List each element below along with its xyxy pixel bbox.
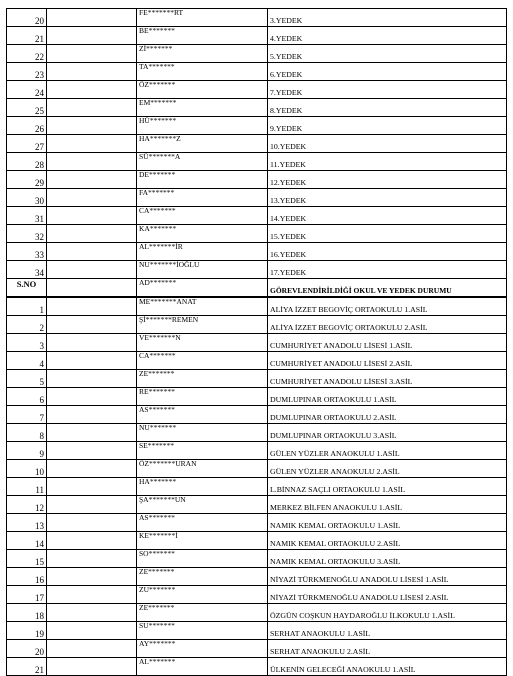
row-assignment: NAMIK KEMAL ORTAOKULU 1.ASİL bbox=[268, 514, 507, 532]
row-assignment: SERHAT ANAOKULU 1.ASİL bbox=[268, 622, 507, 640]
row-number: 24 bbox=[7, 81, 47, 99]
row-assignment: DUMLUPINAR ORTAOKULU 1.ASİL bbox=[268, 388, 507, 406]
row-blank-cell bbox=[47, 406, 137, 424]
row-assignment: 9.YEDEK bbox=[268, 117, 507, 135]
table-row bbox=[7, 99, 507, 117]
table-row bbox=[7, 640, 507, 658]
row-name: HA******* bbox=[137, 478, 268, 496]
row-number: 15 bbox=[7, 550, 47, 568]
table-row bbox=[7, 568, 507, 586]
row-blank-cell bbox=[47, 297, 137, 316]
table-header-section bbox=[7, 279, 507, 298]
row-blank-cell bbox=[47, 207, 137, 225]
row-number: 21 bbox=[7, 27, 47, 45]
row-name: HÜ******* bbox=[137, 117, 268, 135]
document-page bbox=[6, 8, 506, 675]
row-blank-cell bbox=[47, 81, 137, 99]
table-row bbox=[7, 45, 507, 63]
table-row bbox=[7, 514, 507, 532]
assignment-list-body bbox=[7, 297, 507, 676]
row-assignment: 13.YEDEK bbox=[268, 189, 507, 207]
row-blank-cell bbox=[47, 225, 137, 243]
row-name: ZE******* bbox=[137, 370, 268, 388]
table-row bbox=[7, 442, 507, 460]
row-number: 28 bbox=[7, 153, 47, 171]
table-row bbox=[7, 496, 507, 514]
row-name: AS******* bbox=[137, 514, 268, 532]
row-number: 7 bbox=[7, 406, 47, 424]
row-number: 26 bbox=[7, 117, 47, 135]
table-row bbox=[7, 460, 507, 478]
table-row bbox=[7, 370, 507, 388]
row-assignment: GÜLEN YÜZLER ANAOKULU 1.ASİL bbox=[268, 442, 507, 460]
row-number: 32 bbox=[7, 225, 47, 243]
table-row bbox=[7, 424, 507, 442]
row-assignment: 8.YEDEK bbox=[268, 99, 507, 117]
table-row bbox=[7, 532, 507, 550]
assignment-table bbox=[6, 8, 507, 676]
row-blank-cell bbox=[47, 261, 137, 279]
table-row bbox=[7, 189, 507, 207]
row-blank-cell bbox=[47, 171, 137, 189]
row-assignment: 7.YEDEK bbox=[268, 81, 507, 99]
row-blank-cell bbox=[47, 135, 137, 153]
row-name: RE******* bbox=[137, 388, 268, 406]
row-name: ŞA*******UN bbox=[137, 496, 268, 514]
row-assignment: 3.YEDEK bbox=[268, 9, 507, 27]
row-assignment: 11.YEDEK bbox=[268, 153, 507, 171]
row-blank-cell bbox=[47, 352, 137, 370]
row-number: 20 bbox=[7, 640, 47, 658]
row-blank-cell bbox=[47, 334, 137, 352]
row-number: 19 bbox=[7, 622, 47, 640]
row-number: 18 bbox=[7, 604, 47, 622]
table-row bbox=[7, 388, 507, 406]
row-blank-cell bbox=[47, 9, 137, 27]
row-name: HA*******Z bbox=[137, 135, 268, 153]
row-blank-cell bbox=[47, 532, 137, 550]
table-row bbox=[7, 604, 507, 622]
row-name: NU*******İOĞLU bbox=[137, 261, 268, 279]
row-blank-cell bbox=[47, 442, 137, 460]
table-header-row bbox=[7, 279, 507, 298]
row-number: 8 bbox=[7, 424, 47, 442]
table-row bbox=[7, 9, 507, 27]
row-number: 30 bbox=[7, 189, 47, 207]
row-name: KE*******İ bbox=[137, 532, 268, 550]
row-name: BE******* bbox=[137, 27, 268, 45]
row-number: 17 bbox=[7, 586, 47, 604]
row-assignment: DUMLUPINAR ORTAOKULU 3.ASİL bbox=[268, 424, 507, 442]
table-row bbox=[7, 261, 507, 279]
row-name: SÜ*******A bbox=[137, 153, 268, 171]
row-assignment: 16.YEDEK bbox=[268, 243, 507, 261]
row-assignment: 10.YEDEK bbox=[268, 135, 507, 153]
row-name: VE*******N bbox=[137, 334, 268, 352]
row-number: 2 bbox=[7, 316, 47, 334]
row-number: 34 bbox=[7, 261, 47, 279]
row-assignment: 17.YEDEK bbox=[268, 261, 507, 279]
table-row bbox=[7, 622, 507, 640]
row-name: ME*******ANAT bbox=[137, 297, 268, 316]
row-number: 10 bbox=[7, 460, 47, 478]
row-assignment: NAMIK KEMAL ORTAOKULU 2.ASİL bbox=[268, 532, 507, 550]
row-name: CA******* bbox=[137, 352, 268, 370]
table-row bbox=[7, 243, 507, 261]
row-assignment: GÜLEN YÜZLER ANAOKULU 2.ASİL bbox=[268, 460, 507, 478]
row-name: ÖZ*******URAN bbox=[137, 460, 268, 478]
row-blank-cell bbox=[47, 117, 137, 135]
row-number: 11 bbox=[7, 478, 47, 496]
row-assignment: NİYAZİ TÜRKMENOĞLU ANADOLU LİSESİ 1.ASİL bbox=[268, 568, 507, 586]
row-blank-cell bbox=[47, 658, 137, 676]
header-assignment: GÖREVLENDİRİLDİĞİ OKUL VE YEDEK DURUMU bbox=[268, 279, 507, 298]
row-name: TA******* bbox=[137, 63, 268, 81]
row-blank-cell bbox=[47, 460, 137, 478]
row-blank-cell bbox=[47, 514, 137, 532]
row-assignment: NİYAZİ TÜRKMENOĞLU ANADOLU LİSESİ 2.ASİL bbox=[268, 586, 507, 604]
row-blank-cell bbox=[47, 370, 137, 388]
row-assignment: MERKEZ BİLFEN ANAOKULU 1.ASİL bbox=[268, 496, 507, 514]
row-name: ZU******* bbox=[137, 586, 268, 604]
row-number: 13 bbox=[7, 514, 47, 532]
row-blank-cell bbox=[47, 478, 137, 496]
table-row bbox=[7, 225, 507, 243]
row-number: 16 bbox=[7, 568, 47, 586]
row-name: EM******* bbox=[137, 99, 268, 117]
row-blank-cell bbox=[47, 388, 137, 406]
row-blank-cell bbox=[47, 99, 137, 117]
table-row bbox=[7, 658, 507, 676]
row-blank-cell bbox=[47, 550, 137, 568]
row-assignment: 6.YEDEK bbox=[268, 63, 507, 81]
row-name: Şİ*******REMEN bbox=[137, 316, 268, 334]
row-name: ZE******* bbox=[137, 604, 268, 622]
table-row bbox=[7, 135, 507, 153]
header-no: S.NO bbox=[7, 279, 47, 298]
row-blank-cell bbox=[47, 189, 137, 207]
row-name: AL*******İR bbox=[137, 243, 268, 261]
row-assignment: 12.YEDEK bbox=[268, 171, 507, 189]
table-row bbox=[7, 550, 507, 568]
row-number: 31 bbox=[7, 207, 47, 225]
row-name: AS******* bbox=[137, 406, 268, 424]
row-assignment: ÖZGÜN COŞKUN HAYDAROĞLU İLKOKULU 1.ASİL bbox=[268, 604, 507, 622]
table-row bbox=[7, 406, 507, 424]
row-number: 23 bbox=[7, 63, 47, 81]
row-name: AL******* bbox=[137, 658, 268, 676]
row-blank-cell bbox=[47, 424, 137, 442]
row-assignment: 15.YEDEK bbox=[268, 225, 507, 243]
row-blank-cell bbox=[47, 153, 137, 171]
row-number: 22 bbox=[7, 45, 47, 63]
table-row bbox=[7, 81, 507, 99]
row-name: FE*******RT bbox=[137, 9, 268, 27]
table-row bbox=[7, 63, 507, 81]
row-assignment: ÜLKENİN GELECEĞİ ANAOKULU 1.ASİL bbox=[268, 658, 507, 676]
row-name: ZE******* bbox=[137, 568, 268, 586]
row-blank-cell bbox=[47, 622, 137, 640]
row-number: 33 bbox=[7, 243, 47, 261]
row-number: 27 bbox=[7, 135, 47, 153]
row-assignment: ALİYA İZZET BEGOVİÇ ORTAOKULU 2.ASİL bbox=[268, 316, 507, 334]
row-assignment: L.BİNNAZ SAÇLI ORTAOKULU 1.ASİL bbox=[268, 478, 507, 496]
reserve-list-body bbox=[7, 9, 507, 279]
row-assignment: DUMLUPINAR ORTAOKULU 2.ASİL bbox=[268, 406, 507, 424]
row-name: SU******* bbox=[137, 622, 268, 640]
row-blank-cell bbox=[47, 27, 137, 45]
header-blank-cell bbox=[47, 279, 137, 298]
row-blank-cell bbox=[47, 640, 137, 658]
row-assignment: CUMHURİYET ANADOLU LİSESİ 3.ASİL bbox=[268, 370, 507, 388]
row-number: 20 bbox=[7, 9, 47, 27]
row-number: 12 bbox=[7, 496, 47, 514]
row-name: SE******* bbox=[137, 442, 268, 460]
table-row bbox=[7, 352, 507, 370]
row-assignment: ALİYA İZZET BEGOVİÇ ORTAOKULU 1.ASİL bbox=[268, 297, 507, 316]
row-number: 6 bbox=[7, 388, 47, 406]
table-row bbox=[7, 27, 507, 45]
row-blank-cell bbox=[47, 586, 137, 604]
row-blank-cell bbox=[47, 604, 137, 622]
row-number: 21 bbox=[7, 658, 47, 676]
table-row bbox=[7, 207, 507, 225]
row-assignment: SERHAT ANAOKULU 2.ASİL bbox=[268, 640, 507, 658]
row-number: 9 bbox=[7, 442, 47, 460]
table-row bbox=[7, 586, 507, 604]
row-name: FA******* bbox=[137, 189, 268, 207]
row-name: CA******* bbox=[137, 207, 268, 225]
table-row bbox=[7, 171, 507, 189]
row-name: KA******* bbox=[137, 225, 268, 243]
table-row bbox=[7, 153, 507, 171]
row-name: AY******* bbox=[137, 640, 268, 658]
row-name: Zİ******* bbox=[137, 45, 268, 63]
row-number: 29 bbox=[7, 171, 47, 189]
row-name: ÖZ******* bbox=[137, 81, 268, 99]
row-assignment: CUMHURİYET ANADOLU LİSESİ 1.ASİL bbox=[268, 334, 507, 352]
row-assignment: NAMIK KEMAL ORTAOKULU 3.ASİL bbox=[268, 550, 507, 568]
row-blank-cell bbox=[47, 243, 137, 261]
row-assignment: 5.YEDEK bbox=[268, 45, 507, 63]
row-number: 25 bbox=[7, 99, 47, 117]
row-assignment: 4.YEDEK bbox=[268, 27, 507, 45]
row-name: NU******* bbox=[137, 424, 268, 442]
row-name: DE******* bbox=[137, 171, 268, 189]
row-blank-cell bbox=[47, 63, 137, 81]
table-row bbox=[7, 297, 507, 316]
table-row bbox=[7, 478, 507, 496]
table-row bbox=[7, 334, 507, 352]
header-name: AD******* bbox=[137, 279, 268, 298]
row-blank-cell bbox=[47, 496, 137, 514]
row-number: 5 bbox=[7, 370, 47, 388]
table-row bbox=[7, 316, 507, 334]
row-blank-cell bbox=[47, 316, 137, 334]
row-number: 14 bbox=[7, 532, 47, 550]
table-row bbox=[7, 117, 507, 135]
row-name: SO******* bbox=[137, 550, 268, 568]
row-number: 4 bbox=[7, 352, 47, 370]
row-number: 1 bbox=[7, 297, 47, 316]
row-blank-cell bbox=[47, 568, 137, 586]
row-blank-cell bbox=[47, 45, 137, 63]
row-number: 3 bbox=[7, 334, 47, 352]
row-assignment: 14.YEDEK bbox=[268, 207, 507, 225]
row-assignment: CUMHURİYET ANADOLU LİSESİ 2.ASİL bbox=[268, 352, 507, 370]
